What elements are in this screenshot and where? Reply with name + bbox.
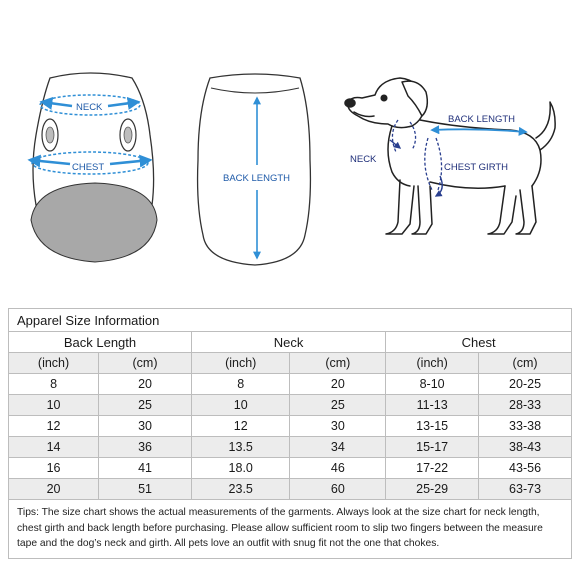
table-cell: 20	[9, 479, 99, 500]
table-cell: 10	[191, 395, 290, 416]
table-cell: 41	[99, 458, 192, 479]
table-cell: 60	[290, 479, 386, 500]
dog-neck-arrow	[390, 140, 400, 148]
unit-cell: (inch)	[9, 353, 99, 374]
table-row	[9, 395, 572, 416]
right-armhole-inner	[124, 127, 132, 143]
table-cell: 30	[290, 416, 386, 437]
unit-cell: (cm)	[479, 353, 572, 374]
dog-chest-girth-arrow	[436, 176, 442, 196]
table-cell: 11-13	[386, 395, 479, 416]
dog-nose	[345, 99, 355, 107]
size-chart	[8, 308, 572, 559]
table-title: Apparel Size Information	[9, 309, 572, 332]
table-row	[9, 437, 572, 458]
table-cell: 63-73	[479, 479, 572, 500]
table-cell: 15-17	[386, 437, 479, 458]
table-cell: 46	[290, 458, 386, 479]
table-cell: 36	[99, 437, 192, 458]
table-row	[9, 479, 572, 500]
dog-back-leg-2	[516, 186, 536, 234]
vest-back-outline	[198, 74, 311, 265]
unit-cell: (inch)	[191, 353, 290, 374]
table-cell: 34	[290, 437, 386, 458]
dog-front-leg-2	[412, 186, 432, 234]
table-cell: 8	[9, 374, 99, 395]
vest-chest-label: CHEST	[72, 162, 105, 173]
vest-neck-label: NECK	[76, 102, 103, 113]
table-cell: 20	[99, 374, 192, 395]
dog-neck-ring	[392, 120, 415, 152]
table-cell: 10	[9, 395, 99, 416]
size-table	[8, 308, 572, 500]
table-cell: 25	[99, 395, 192, 416]
table-cell: 25	[290, 395, 386, 416]
table-cell: 20-25	[479, 374, 572, 395]
table-cell: 33-38	[479, 416, 572, 437]
vest-back-diagram	[198, 74, 311, 265]
table-cell: 23.5	[191, 479, 290, 500]
table-cell: 12	[9, 416, 99, 437]
table-cell: 13-15	[386, 416, 479, 437]
table-cell: 18.0	[191, 458, 290, 479]
dog-ear	[402, 81, 427, 116]
units-row	[9, 353, 572, 374]
dog-belly	[430, 182, 505, 188]
size-tips: Tips: The size chart shows the actual measurements of the garments. Always look at the size chart for neck length, chest girth and back length before purchasing. Please allow sufficient room to slip two fingers between the measure tape and the dog’s neck and girth. All pets love an outfit with snug fit not the one that chokes.	[8, 500, 572, 559]
dog-front-leg-1	[386, 180, 414, 234]
table-cell: 14	[9, 437, 99, 458]
table-cell: 13.5	[191, 437, 290, 458]
dog-chest	[388, 126, 410, 186]
dog-eye	[381, 95, 387, 101]
group-neck: Neck	[191, 332, 385, 353]
dog-chest-girth-label: CHEST GIRTH	[444, 162, 509, 173]
group-chest: Chest	[386, 332, 572, 353]
table-cell: 38-43	[479, 437, 572, 458]
table-cell: 17-22	[386, 458, 479, 479]
dog-back-length-label: BACK LENGTH	[448, 114, 516, 125]
dog-tail	[536, 102, 555, 150]
dog-neck-label: NECK	[350, 154, 377, 165]
table-row	[9, 374, 572, 395]
dog-diagram	[345, 78, 555, 234]
table-cell: 16	[9, 458, 99, 479]
unit-cell: (cm)	[99, 353, 192, 374]
table-cell: 30	[99, 416, 192, 437]
table-cell: 20	[290, 374, 386, 395]
group-back-length: Back Length	[9, 332, 192, 353]
unit-cell: (cm)	[290, 353, 386, 374]
left-armhole-inner	[46, 127, 54, 143]
table-cell: 51	[99, 479, 192, 500]
table-cell: 43-56	[479, 458, 572, 479]
vest-back-length-label: BACK LENGTH	[223, 173, 291, 184]
table-cell: 12	[191, 416, 290, 437]
vest-front-diagram	[30, 73, 157, 262]
table-cell: 28-33	[479, 395, 572, 416]
dog-back-leg-1	[488, 186, 516, 234]
table-row	[9, 458, 572, 479]
table-row	[9, 416, 572, 437]
table-cell: 25-29	[386, 479, 479, 500]
table-cell: 8-10	[386, 374, 479, 395]
vest-front-bottom-panel	[31, 183, 157, 262]
table-cell: 8	[191, 374, 290, 395]
unit-cell: (inch)	[386, 353, 479, 374]
